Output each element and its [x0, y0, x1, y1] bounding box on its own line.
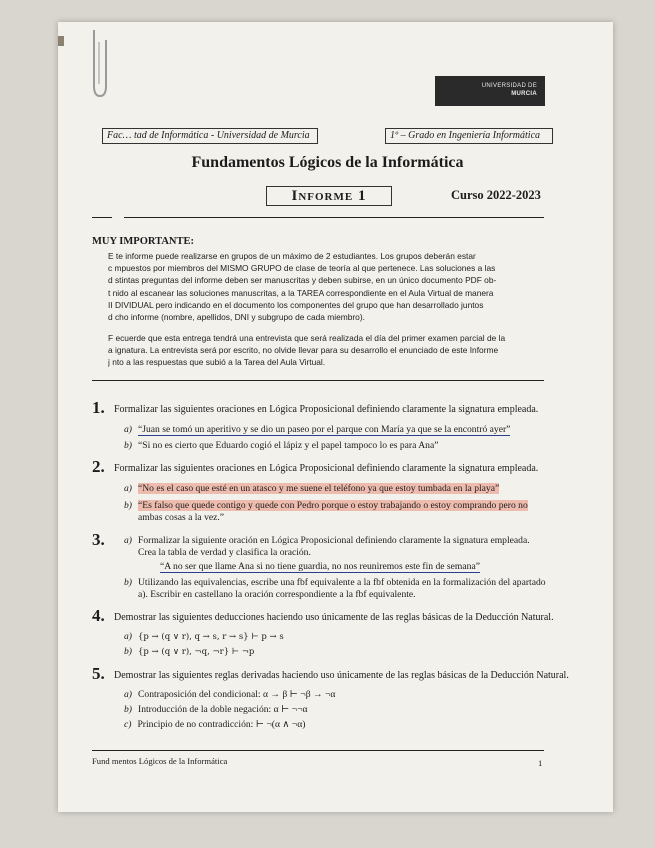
footer-divider — [92, 750, 544, 751]
item-text: Introducción de la doble negación: α ⊢ ¬¬α — [138, 704, 308, 715]
paragraph-line: d stintas preguntas del informe deben ser manuscritas y deben subirse, en un único documento PDF ob- — [108, 275, 497, 286]
item-text: Principio de no contradicción: ⊢ ¬(α ∧ ¬α) — [137, 719, 306, 730]
important-paragraph-2 — [108, 332, 540, 369]
item-label: a) — [124, 424, 132, 435]
item-text: “Es falso que quede contigo y quede con Pedro porque o estoy trabajando o estoy comprando pero no — [138, 500, 528, 511]
item-label: b) — [124, 440, 132, 451]
divider — [92, 380, 544, 381]
question-number: 5. — [92, 664, 105, 683]
item-label: a) — [124, 535, 132, 546]
paragraph-line: F ecuerde que esta entrega tendrá una entrevista que será realizada el día del primer examen parcial de la — [108, 333, 506, 343]
question-number: 3. — [92, 530, 105, 549]
page-title: Fundamentos Lógicos de la Informática — [191, 154, 464, 171]
paragraph-line: c mpuestos por miembros del MISMO GRUPO de clase de teoría al que pertenece. Las soluciones a las — [108, 263, 496, 274]
item-label: a) — [124, 483, 132, 494]
question-text: Demostrar las siguientes deducciones haciendo uso únicamente de las reglas básicas de la Deducción Natural. — [114, 612, 554, 623]
question-text: Formalizar las siguientes oraciones en Lógica Proposicional definiendo claramente la signatura empleada. — [114, 404, 539, 415]
question-number: 4. — [92, 606, 105, 625]
item-label: a) — [124, 689, 132, 700]
question-item — [124, 577, 546, 588]
question-item — [124, 646, 254, 657]
item-label: c) — [124, 719, 132, 730]
item-label: b) — [124, 646, 132, 657]
question-item — [124, 483, 499, 494]
question-item — [138, 547, 311, 558]
question-item — [124, 704, 308, 715]
question-number: 2. — [92, 457, 105, 476]
degree-label: 1º – Grado en Ingeniería Informática — [385, 128, 553, 144]
item-text: {p → (q ∨ r), q → s, r → s} ⊢ p → s — [138, 632, 284, 642]
question-item — [124, 500, 528, 511]
divider — [124, 217, 544, 218]
item-text: “Juan se tomó un aperitivo y se dio un paseo por el parque con María ya que se la encontró ayer” — [138, 424, 511, 435]
important-paragraph-1 — [108, 250, 540, 323]
staple-mark — [58, 36, 64, 46]
question-item — [138, 589, 416, 600]
item-text: Formalizar la siguiente oración en Lógica Proposicional definiendo claramente la signatura empleada. — [138, 535, 530, 546]
faculty-label: Fac… tad de Informática - Universidad de Murcia — [102, 128, 318, 144]
question-item — [124, 535, 530, 546]
question-item — [124, 689, 335, 700]
important-heading: MUY IMPORTANTE: — [92, 236, 194, 247]
paragraph-line: a ignatura. La entrevista será por escrito, no olvide llevar para su desarrollo el enunciado de este Informe — [108, 345, 499, 356]
question-item — [138, 512, 224, 523]
question-number: 1. — [92, 398, 105, 417]
question-item — [124, 631, 284, 642]
item-text: {p → (q ∨ r), ¬q, ¬r} ⊢ ¬p — [138, 647, 255, 657]
footer-title: Fund mentos Lógicos de la Informática — [92, 756, 228, 766]
item-text: “A no ser que llame Ana si no tiene guardia, no nos reuniremos este fin de semana” — [160, 561, 480, 572]
paragraph-line: t nido al escanear las soluciones manuscritas, a la TAREA correspondiente en el Aula Virtual de manera — [108, 287, 494, 298]
item-label: b) — [124, 704, 132, 715]
paragraph-line: E te informe puede realizarse en grupos de un máximo de 2 estudiantes. Los grupos deberán estar — [108, 251, 476, 261]
item-text: a). Escribir en castellano la oración correspondiente a la fbf equivalente. — [138, 589, 416, 600]
item-text: Contraposición del condicional: α → β ⊢ ¬β → ¬α — [138, 689, 336, 700]
paperclip-icon — [88, 28, 108, 100]
paragraph-line: d cho informe (nombre, apellidos, DNI y subgrupo de cada miembro). — [108, 312, 365, 323]
divider — [92, 217, 112, 218]
item-text: ambas cosas a la vez.” — [138, 512, 225, 523]
university-logo: UNIVERSIDAD DE MURCIA — [435, 76, 545, 106]
question-item — [160, 561, 480, 572]
paragraph-line: j nto a las respuestas que subió a la Tarea del Aula Virtual. — [108, 357, 326, 368]
question-item — [124, 424, 510, 435]
item-text: “Si no es cierto que Eduardo cogió el lápiz y el papel tampoco lo es para Ana” — [138, 440, 439, 451]
page-number: 1 — [538, 758, 543, 768]
question-item — [124, 719, 305, 730]
item-label: a) — [124, 631, 132, 642]
item-label: b) — [124, 500, 132, 511]
question-text: Formalizar las siguientes oraciones en Lógica Proposicional definiendo claramente la signatura empleada. — [114, 463, 539, 474]
item-text: Utilizando las equivalencias, escribe una fbf equivalente a la fbf obtenida en la formalización del apartado — [138, 577, 546, 588]
item-text: Crea la tabla de verdad y clasifica la oración. — [138, 547, 311, 558]
item-text: “No es el caso que esté en un atasco y me suene el teléfono ya que estoy tumbada en la playa” — [138, 483, 500, 494]
question-text: Demostrar las siguientes reglas derivadas haciendo uso únicamente de las reglas básicas de la Deducción Natural. — [114, 670, 569, 681]
paragraph-line: II DIVIDUAL pero indicando en el documento los componentes del grupo que han desarrollado juntos — [108, 299, 484, 310]
question-item — [124, 440, 439, 451]
item-label: b) — [124, 577, 132, 588]
report-label: Informe 1 — [266, 186, 392, 206]
course-year: Curso 2022-2023 — [451, 188, 541, 202]
